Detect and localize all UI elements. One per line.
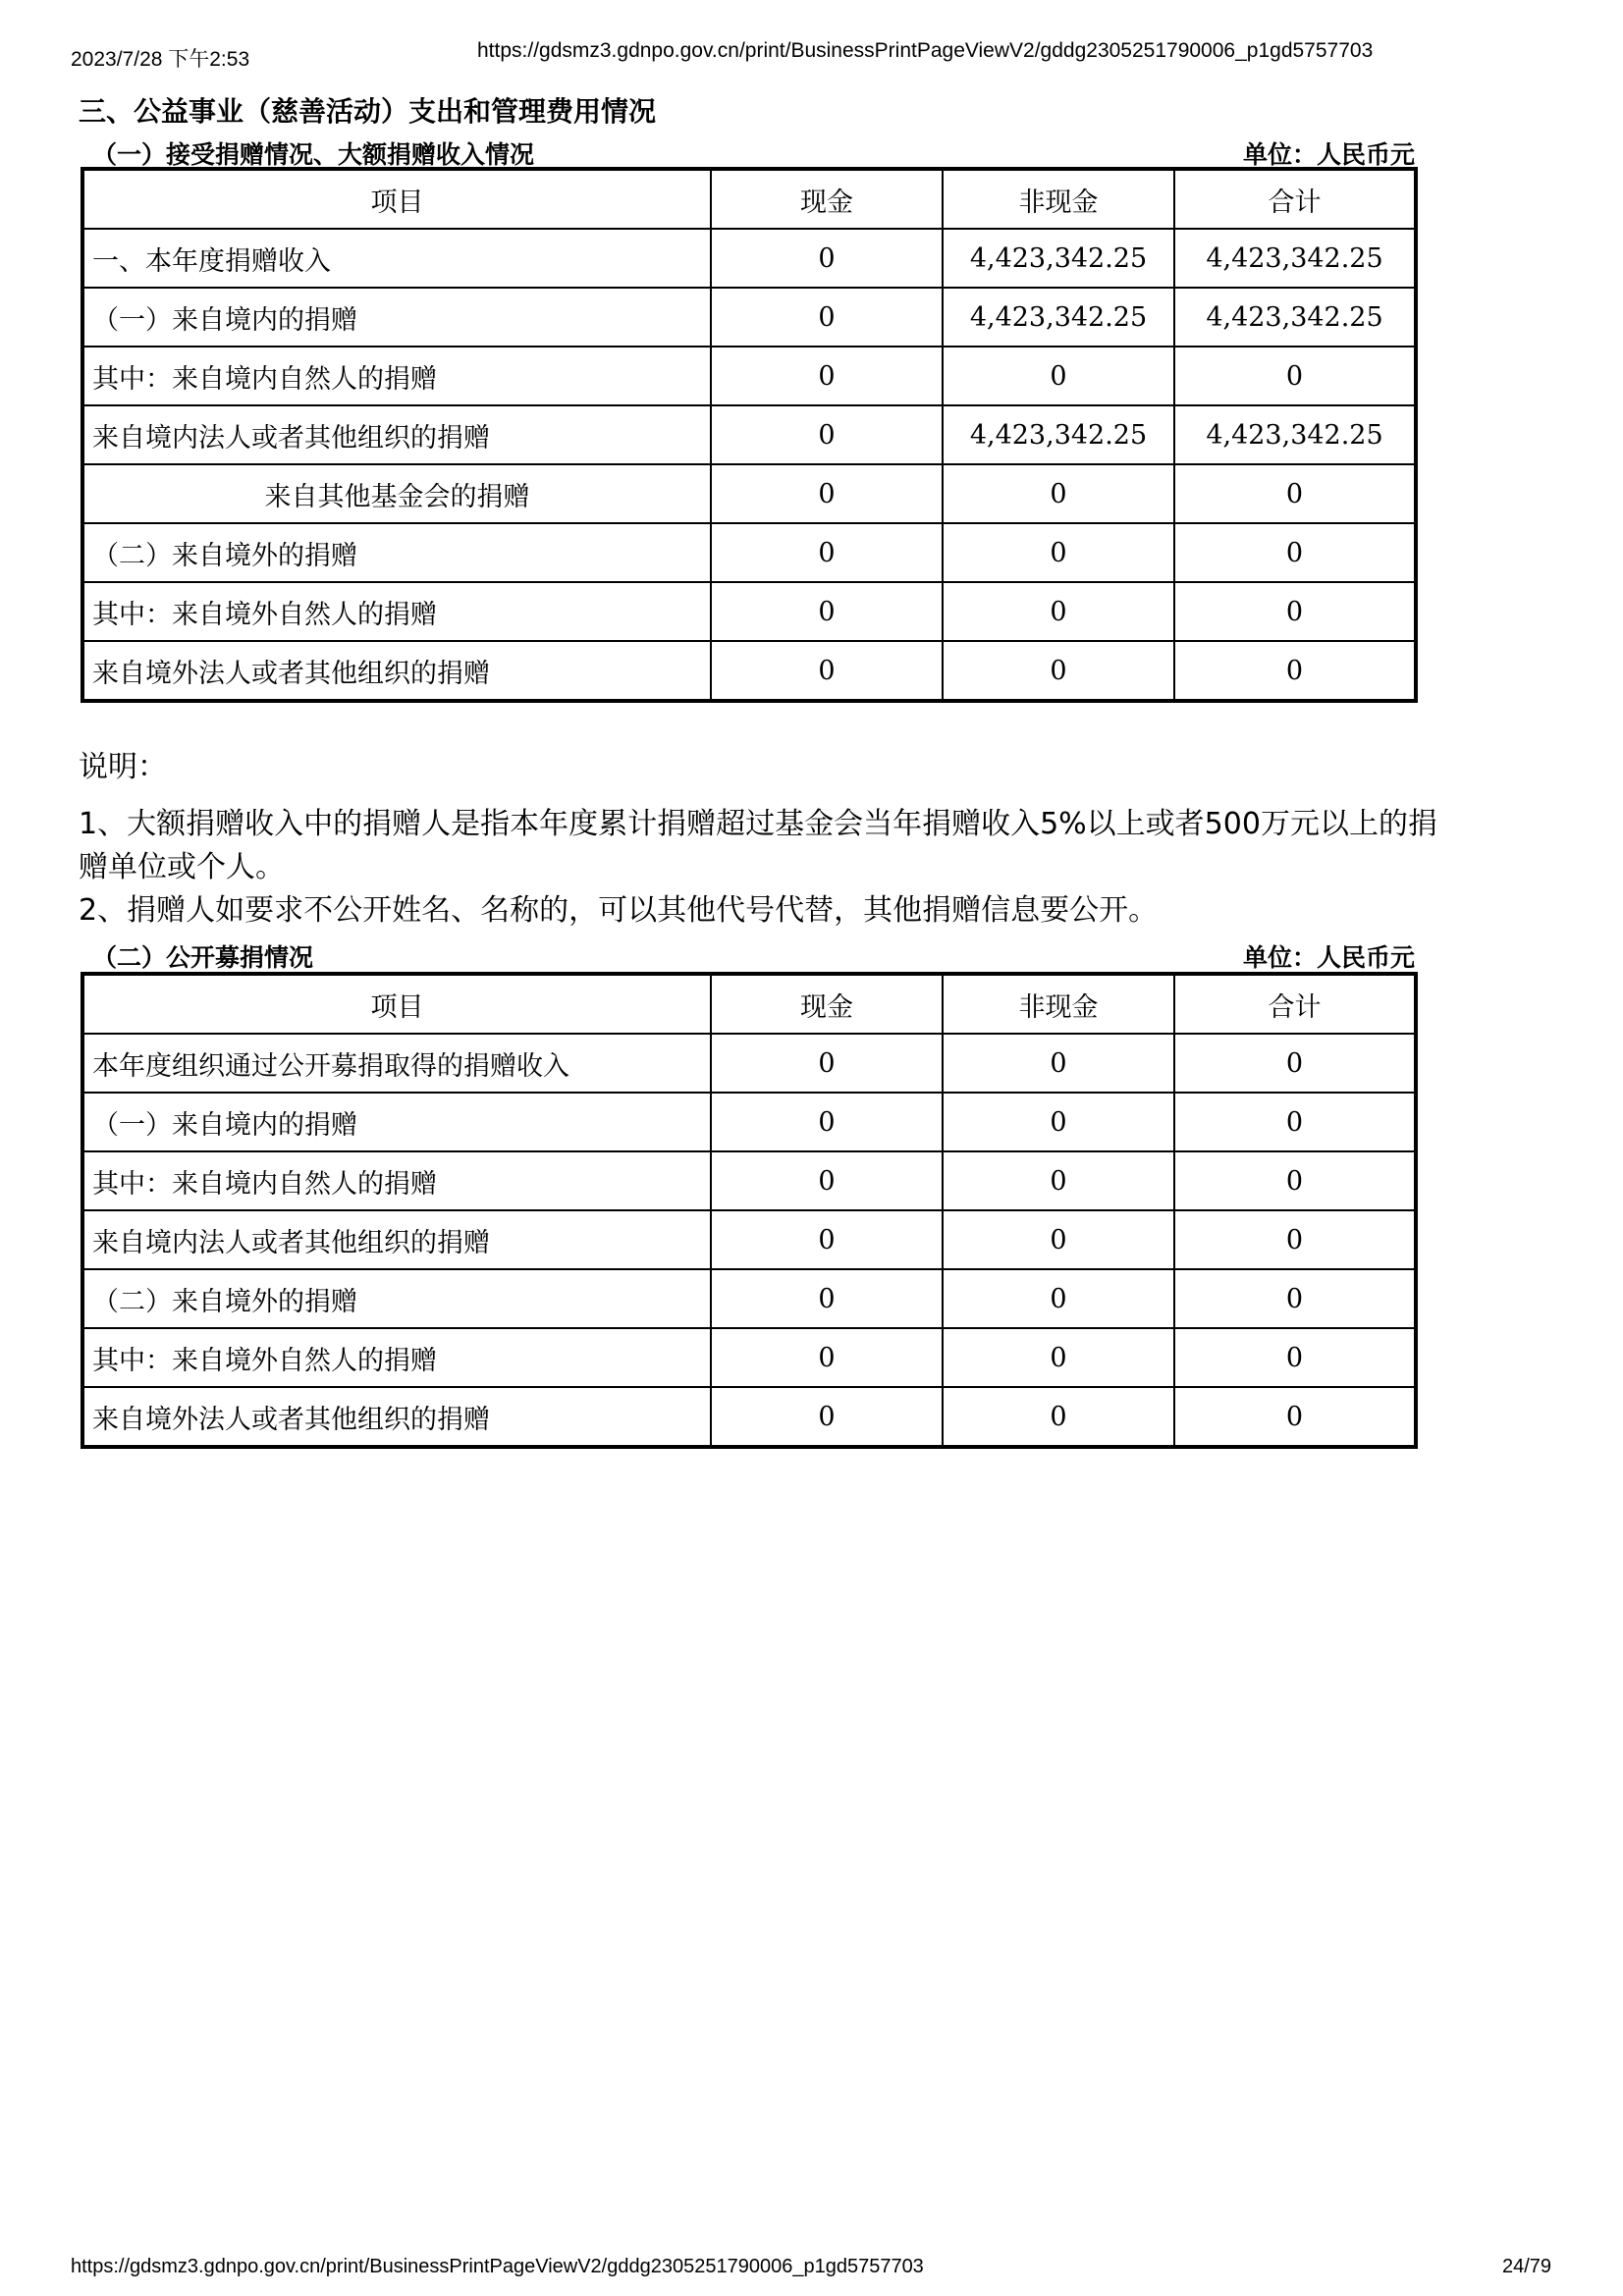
table-row: [82, 1034, 1416, 1093]
row-noncash: 4,423,342.25: [943, 288, 1174, 347]
table1-subtitle: （一）接受捐赠情况、大额捐赠收入情况: [92, 140, 535, 169]
table2-subtitle: （二）公开募捐情况: [92, 943, 314, 972]
row-total: 0: [1174, 1151, 1416, 1210]
row-item: 来自境外法人或者其他组织的捐赠: [82, 641, 711, 701]
row-cash: 0: [711, 1210, 943, 1269]
row-cash: 0: [711, 1151, 943, 1210]
public-fundraising-table: [81, 972, 1418, 1449]
table-row: [82, 582, 1416, 641]
row-cash: 0: [711, 1269, 943, 1328]
notes-heading: 说明：: [79, 750, 167, 784]
row-total: 0: [1174, 1269, 1416, 1328]
row-total: 0: [1174, 523, 1416, 582]
row-cash: 0: [711, 1328, 943, 1387]
row-item: 来自其他基金会的捐赠: [82, 464, 711, 523]
row-total: 0: [1174, 1034, 1416, 1093]
table-row: [82, 464, 1416, 523]
row-noncash: 0: [943, 1269, 1174, 1328]
table-header-row: [82, 169, 1416, 229]
page-number: 24/79: [1502, 2256, 1552, 2277]
table-row: [82, 1151, 1416, 1210]
column-header-total: 合计: [1174, 169, 1416, 229]
table-row: [82, 641, 1416, 701]
row-total: 0: [1174, 1387, 1416, 1447]
section-title: 三、公益事业（慈善活动）支出和管理费用情况: [79, 95, 657, 128]
row-total: 0: [1174, 1328, 1416, 1387]
row-item: 来自境外法人或者其他组织的捐赠: [82, 1387, 711, 1447]
row-item: （二）来自境外的捐赠: [82, 523, 711, 582]
table-row: [82, 1210, 1416, 1269]
row-noncash: 0: [943, 523, 1174, 582]
footer-url: https://gdsmz3.gdnpo.gov.cn/print/BusinessPrintPageViewV2/gddg2305251790006_p1gd5757703: [71, 2256, 924, 2277]
row-noncash: 0: [943, 1210, 1174, 1269]
table-row: [82, 229, 1416, 288]
row-cash: 0: [711, 1093, 943, 1151]
row-noncash: 4,423,342.25: [943, 229, 1174, 288]
row-cash: 0: [711, 464, 943, 523]
row-cash: 0: [711, 405, 943, 464]
table-row: [82, 1269, 1416, 1328]
row-total: 0: [1174, 582, 1416, 641]
row-item: （二）来自境外的捐赠: [82, 1269, 711, 1328]
row-total: 4,423,342.25: [1174, 288, 1416, 347]
row-noncash: 0: [943, 1034, 1174, 1093]
row-noncash: 0: [943, 582, 1174, 641]
row-cash: 0: [711, 288, 943, 347]
column-header-noncash: 非现金: [943, 974, 1174, 1034]
column-header-cash: 现金: [711, 974, 943, 1034]
row-cash: 0: [711, 347, 943, 405]
row-noncash: 0: [943, 1328, 1174, 1387]
row-noncash: 0: [943, 641, 1174, 701]
row-noncash: 0: [943, 1387, 1174, 1447]
column-header-cash: 现金: [711, 169, 943, 229]
column-header-item: 项目: [82, 169, 711, 229]
table-row: [82, 1328, 1416, 1387]
row-item: 其中：来自境内自然人的捐赠: [82, 347, 711, 405]
row-noncash: 0: [943, 1151, 1174, 1210]
row-total: 0: [1174, 641, 1416, 701]
row-item: 其中：来自境内自然人的捐赠: [82, 1151, 711, 1210]
row-cash: 0: [711, 582, 943, 641]
row-item: 来自境内法人或者其他组织的捐赠: [82, 405, 711, 464]
row-item: 其中：来自境外自然人的捐赠: [82, 1328, 711, 1387]
table-row: [82, 1387, 1416, 1447]
row-total: 0: [1174, 347, 1416, 405]
donation-income-table: [81, 167, 1418, 703]
row-cash: 0: [711, 229, 943, 288]
print-datetime: 2023/7/28 下午2:53: [71, 48, 250, 71]
table-row: [82, 523, 1416, 582]
print-url: https://gdsmz3.gdnpo.gov.cn/print/BusinessPrintPageViewV2/gddg2305251790006_p1gd5757703: [477, 39, 1374, 62]
row-item: （一）来自境内的捐赠: [82, 1093, 711, 1151]
row-item: 本年度组织通过公开募捐取得的捐赠收入: [82, 1034, 711, 1093]
row-noncash: 4,423,342.25: [943, 405, 1174, 464]
column-header-noncash: 非现金: [943, 169, 1174, 229]
row-total: 0: [1174, 464, 1416, 523]
row-item: （一）来自境内的捐赠: [82, 288, 711, 347]
row-total: 0: [1174, 1210, 1416, 1269]
row-item: 一、本年度捐赠收入: [82, 229, 711, 288]
row-cash: 0: [711, 523, 943, 582]
row-total: 0: [1174, 1093, 1416, 1151]
note-item: 2、捐赠人如要求不公开姓名、名称的，可以其他代号代替，其他捐赠信息要公开。: [79, 893, 1159, 928]
note-item: 1、大额捐赠收入中的捐赠人是指本年度累计捐赠超过基金会当年捐赠收入5%以上或者500万元以上的捐赠单位或个人。: [79, 807, 1437, 884]
table1-unit-label: 单位：人民币元: [1242, 140, 1415, 169]
table-header-row: [82, 974, 1416, 1034]
row-cash: 0: [711, 641, 943, 701]
row-item: 其中：来自境外自然人的捐赠: [82, 582, 711, 641]
row-total: 4,423,342.25: [1174, 229, 1416, 288]
row-noncash: 0: [943, 464, 1174, 523]
row-total: 4,423,342.25: [1174, 405, 1416, 464]
column-header-item: 项目: [82, 974, 711, 1034]
table-row: [82, 288, 1416, 347]
row-cash: 0: [711, 1034, 943, 1093]
row-noncash: 0: [943, 1093, 1174, 1151]
table2-unit-label: 单位：人民币元: [1242, 943, 1415, 972]
table-row: [82, 1093, 1416, 1151]
table-row: [82, 347, 1416, 405]
row-noncash: 0: [943, 347, 1174, 405]
row-item: 来自境内法人或者其他组织的捐赠: [82, 1210, 711, 1269]
row-cash: 0: [711, 1387, 943, 1447]
column-header-total: 合计: [1174, 974, 1416, 1034]
table-row: [82, 405, 1416, 464]
notes-section: [79, 746, 1453, 933]
